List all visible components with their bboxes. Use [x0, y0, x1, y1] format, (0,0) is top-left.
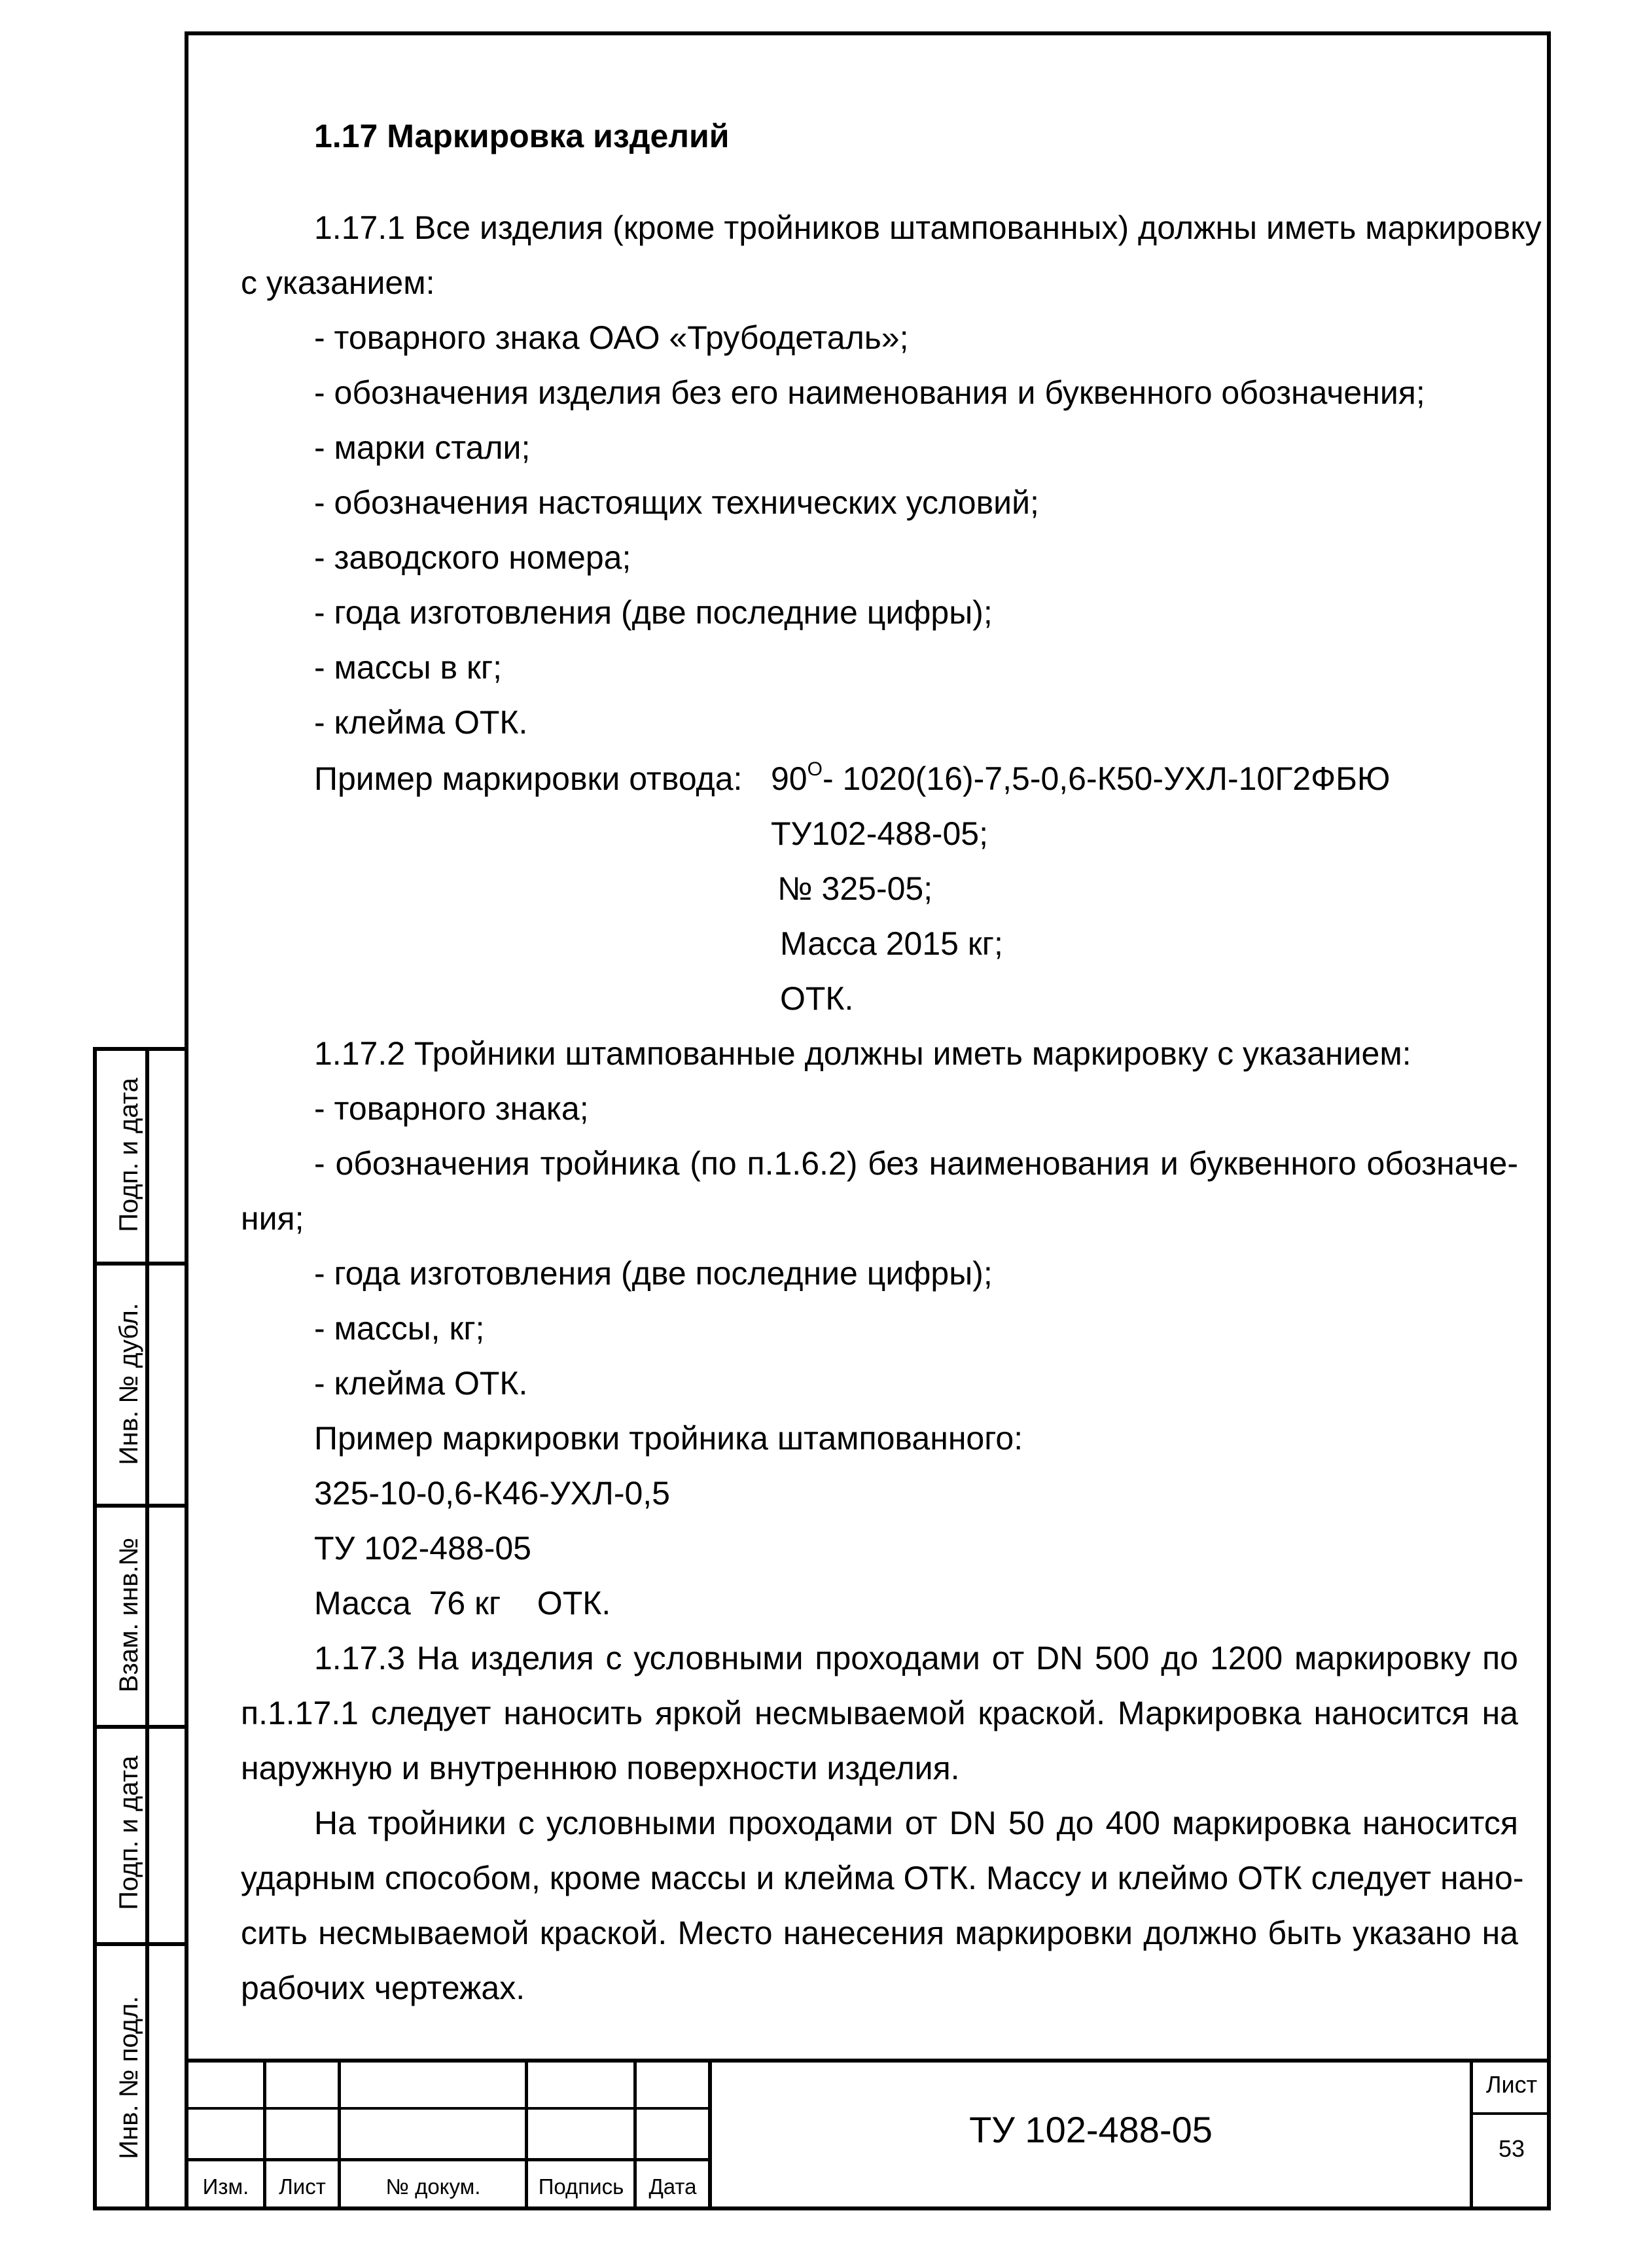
title-block-col-label: Лист: [279, 2174, 326, 2199]
list-item: - года изготовления (две последние цифры);: [314, 1255, 993, 1292]
side-stamp-label: Инв. № подл.: [115, 1996, 143, 2159]
example-label: Пример маркировки тройника штампованного:: [314, 1420, 1023, 1457]
list-item: - обозначения тройника (по п.1.6.2) без наименования и буквенного обозначе-: [314, 1145, 1518, 1182]
paragraph-line: 1.17.1 Все изделия (кроме тройников штампованных) должны иметь маркировку: [314, 209, 1542, 246]
side-stamp-label: Инв. № дубл.: [115, 1303, 143, 1465]
list-item: - массы, кг;: [314, 1310, 485, 1347]
paragraph-line: п.1.17.1 следует наносить яркой несмываемой краской. Маркировка наносится на: [241, 1695, 1518, 1731]
degree-superscript: О: [807, 758, 823, 780]
list-item: - обозначения настоящих технических условий;: [314, 484, 1039, 521]
side-stamp-label: Подп. и дата: [115, 1756, 143, 1910]
list-item: - года изготовления (две последние цифры);: [314, 594, 993, 631]
list-item: - клейма ОТК.: [314, 704, 528, 741]
side-stamp-label: Взам. инв.№: [115, 1537, 143, 1693]
title-block-col-label: № докум.: [385, 2174, 481, 2199]
side-stamp-row-line: [93, 1942, 188, 1946]
list-item: - обозначения изделия без его наименования и буквенного обозначения;: [314, 374, 1425, 411]
example-marking-code: - 1020(16)-7,5-0,6-К50-УХЛ-10Г2ФБЮ: [822, 760, 1391, 797]
example-marking-line: [771, 759, 1390, 798]
example-marking-line: № 325-05;: [777, 870, 933, 907]
list-item: - марки стали;: [314, 429, 531, 466]
list-item: - заводского номера;: [314, 539, 631, 576]
paragraph-line: 1.17.2 Тройники штампованные должны иметь маркировку с указанием:: [314, 1035, 1411, 1072]
paragraph-line: На тройники с условными проходами от DN 50 до 400 маркировка наносится: [314, 1805, 1518, 1841]
side-stamp-label: Подп. и дата: [115, 1078, 143, 1232]
example-marking-line: Масса 76 кг ОТК.: [314, 1585, 611, 1621]
paragraph-line: ударным способом, кроме массы и клейма ОТК. Массу и клеймо ОТК следует нано-: [241, 1860, 1524, 1896]
title-block-top-border: [185, 2059, 1551, 2063]
example-marking-line: ТУ102-488-05;: [771, 815, 988, 852]
list-item-continuation: ния;: [241, 1200, 304, 1237]
list-item: - клейма ОТК.: [314, 1365, 528, 1402]
paragraph-line: с указанием:: [241, 264, 435, 301]
example-marking-line: Масса 2015 кг;: [780, 925, 1003, 962]
list-item: - товарного знака ОАО «Трубодеталь»;: [314, 319, 909, 356]
side-stamp-divider: [145, 1047, 149, 2210]
paragraph-line: наружную и внутреннюю поверхности изделия.: [241, 1750, 960, 1786]
paragraph-line: рабочих чертежах.: [241, 1970, 525, 2006]
paragraph-line: сить несмываемой краской. Место нанесения маркировки должно быть указано на: [241, 1915, 1518, 1951]
document-code: ТУ 102-488-05: [969, 2109, 1213, 2150]
example-marking-angle: 90: [771, 760, 807, 797]
paragraph-line: 1.17.3 На изделия с условными проходами от DN 500 до 1200 маркировку по: [314, 1640, 1518, 1676]
title-block-col-label: Дата: [648, 2174, 697, 2199]
example-label: Пример маркировки отвода:: [314, 760, 743, 797]
example-marking-line: ОТК.: [780, 980, 854, 1017]
title-block-row-line: [1470, 2112, 1551, 2115]
sheet-number: 53: [1498, 2135, 1525, 2162]
title-block-col-label: Изм.: [202, 2174, 249, 2199]
title-block-col-label: Подпись: [538, 2174, 624, 2199]
sheet-label: Лист: [1485, 2071, 1538, 2098]
list-item: - товарного знака;: [314, 1090, 589, 1127]
example-marking-line: 325-10-0,6-К46-УХЛ-0,5: [314, 1475, 670, 1512]
section-heading: 1.17 Маркировка изделий: [314, 118, 730, 154]
example-marking-line: ТУ 102-488-05: [314, 1530, 531, 1567]
list-item: - массы в кг;: [314, 649, 503, 686]
